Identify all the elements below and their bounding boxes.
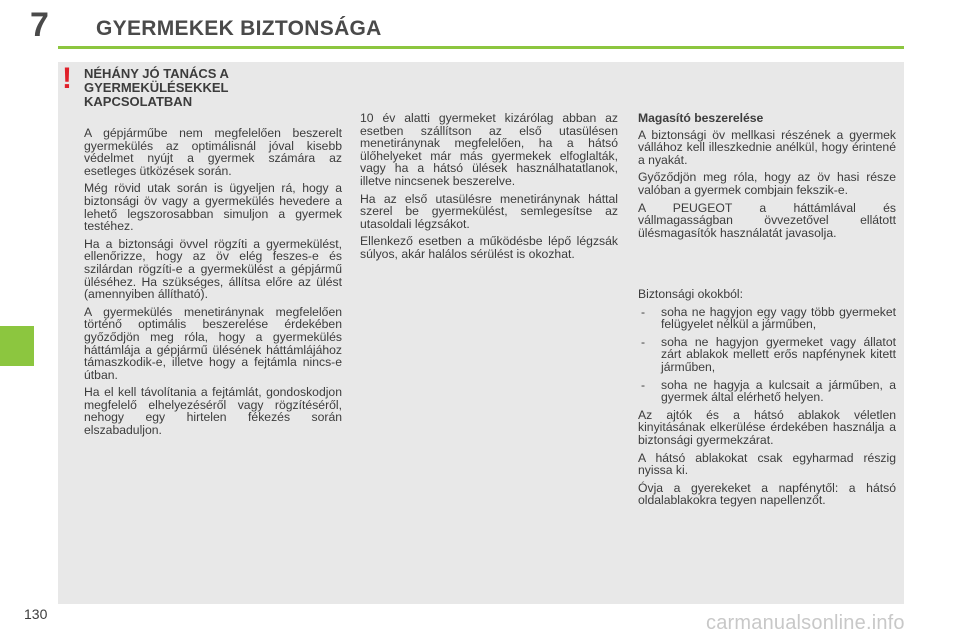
warning-icon: ! <box>62 62 72 95</box>
paragraph: Ha el kell távolítania a fejtámlát, gondoskodjon megfelelő elhelyezéséről vagy rögzítéséről, nehogy egy hirtelen fékezés során elszabaduljon. <box>84 385 342 438</box>
chapter-side-tab <box>0 326 34 366</box>
column-right-top <box>638 112 896 244</box>
page-number: 130 <box>24 606 48 622</box>
paragraph: Még rövid utak során is ügyeljen rá, hogy a biztonsági öv vagy a gyermekülés hevedere a lehető legszorosabban simuljon a gyermek testéhez. <box>84 181 342 234</box>
section-heading: NÉHÁNY JÓ TANÁCS A GYERMEKÜLÉSEKKEL KAPCSOLATBAN <box>84 66 229 109</box>
header-rule <box>58 46 904 49</box>
chapter-title: GYERMEKEK BIZTONSÁGA <box>96 17 382 40</box>
paragraph: 10 év alatti gyermeket kizárólag abban az esetben szállítson az első utasülésen menetiránynak megfelelően, ha a hátsó ülőhelyeket már más gyermekek elfoglalták, vagy ha a hátsó ülések használhatatlanok, illetve nincsenek beszerelve. <box>360 111 618 188</box>
paragraph: Ha az első utasülésre menetiránynak háttal szerel be gyermekülést, semlegesítse az utasoldali légzsákot. <box>360 191 618 231</box>
column-right-bottom <box>638 288 896 512</box>
paragraph: Óvja a gyerekeket a napfénytől: a hátsó oldalablakokra tegyen napellenzőt. <box>638 480 896 508</box>
paragraph: Ha a biztonsági övvel rögzíti a gyermekülést, ellenőrizze, hogy az öv elég feszes-e és szilárdan rögzíti-e a gyermekülést a gépjármű üléséhez. Ha szükséges, állítsa előre az ülést (amennyiben állítható). <box>84 236 342 302</box>
paragraph: Ellenkező esetben a működésbe lépő légzsák súlyos, akár halálos sérülést is okozhat. <box>360 234 618 261</box>
paragraph: A gyermekülés menetiránynak megfelelően történő optimális beszerelése érdekében győződjön meg róla, hogy a gyermekülés háttámlája a gépjármű ülésének háttámlájához támaszkodik-e, illetve hogy a fejtámla nincs-e útban. <box>84 304 342 382</box>
booster-subheading: Magasító beszerelése <box>638 111 764 125</box>
paragraph: Győződjön meg róla, hogy az öv hasi része valóban a gyermek combjain fekszik-e. <box>638 170 896 197</box>
watermark: carmanualsonline.info <box>706 612 905 634</box>
list-item: - soha ne hagyjon gyermeket vagy állatot zárt ablakok mellett erős napfénynek kitett járműben, <box>638 336 896 374</box>
column-left <box>84 127 342 442</box>
column-middle <box>360 112 618 266</box>
paragraph: A hátsó ablakokat csak egyharmad részig nyissa ki. <box>638 450 896 478</box>
chapter-number: 7 <box>30 6 49 44</box>
paragraph: A biztonsági öv mellkasi részének a gyermek vállához kell illeszkednie anélkül, hogy érintené a nyakát. <box>638 127 896 167</box>
list-item: - soha ne hagyjon egy vagy több gyermeket felügyelet nélkül a járműben, <box>638 306 896 331</box>
paragraph: A gépjárműbe nem megfelelően beszerelt gyermekülés az optimálisnál jóval kisebb védelmet nyújt a gyermek számára az esetleges ütközések során. <box>84 126 342 178</box>
safety-intro: Biztonsági okokból: <box>638 287 744 301</box>
list-item: - soha ne hagyja a kulcsait a járműben, a gyermek által elérhető helyen. <box>638 379 896 404</box>
paragraph: A PEUGEOT a háttámlával és vállmagasságban övvezetővel ellátott ülésmagasítók használatát javasolja. <box>638 200 896 240</box>
safety-list <box>638 306 896 404</box>
paragraph: Az ajtók és a hátsó ablakok véletlen kinyitásának elkerülése érdekében használja a biztonsági gyermekzárat. <box>638 407 896 447</box>
